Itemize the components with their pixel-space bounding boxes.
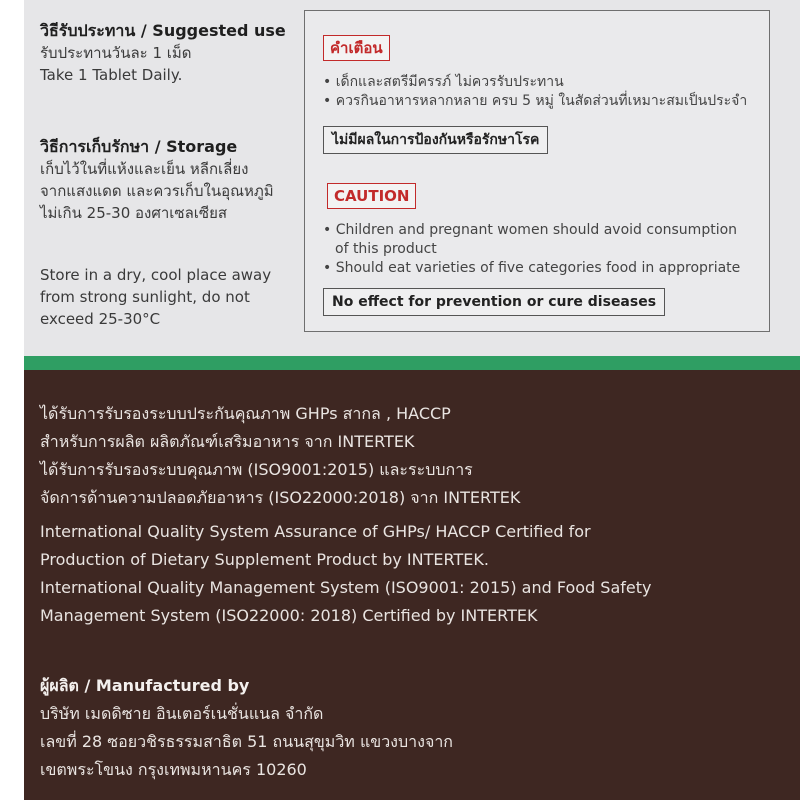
caution-bullet-continuation: of this product bbox=[335, 241, 437, 257]
storage-th-line: จากแสงแดด และควรเก็บในอุณหภูมิ bbox=[40, 182, 274, 200]
warning-th-bullet: • เด็กและสตรีมีครรภ์ ไม่ควรรับประทาน bbox=[323, 74, 564, 90]
certification-th-line: สำหรับการผลิต ผลิตภัณฑ์เสริมอาหาร จาก INTERTEK bbox=[40, 432, 415, 451]
suggested-use-section bbox=[40, 20, 286, 86]
storage-en-line: exceed 25-30°C bbox=[40, 310, 161, 328]
caution-label: CAUTION bbox=[327, 183, 416, 209]
storage-en-line: from strong sunlight, do not bbox=[40, 288, 250, 306]
manufacturer-heading: ผู้ผลิต / Manufactured by bbox=[40, 676, 250, 695]
manufacturer-line: บริษัท เมดดิซาย อินเตอร์เนชั่นแนล จำกัด bbox=[40, 704, 324, 723]
certification-en-line: Management System (ISO22000: 2018) Certified by INTERTEK bbox=[40, 606, 538, 625]
certification-th-line: ได้รับการรับรองระบบคุณภาพ (ISO9001:2015) และระบบการ bbox=[40, 460, 473, 479]
warning-th-bullets bbox=[323, 73, 763, 111]
warning-th-note: ไม่มีผลในการป้องกันหรือรักษาโรค bbox=[323, 126, 548, 154]
storage-en-section bbox=[40, 264, 300, 330]
warning-box bbox=[304, 10, 770, 332]
warning-th-bullet: • ควรกินอาหารหลากหลาย ครบ 5 หมู่ ในสัดส่วนที่เหมาะสมเป็นประจำ bbox=[323, 93, 748, 109]
storage-heading: วิธีการเก็บรักษา / Storage bbox=[40, 137, 238, 156]
manufacturer-line: เลขที่ 28 ซอยวชิรธรรมสาธิต 51 ถนนสุขุมวิท แขวงบางจาก bbox=[40, 732, 453, 751]
storage-th-line: เก็บไว้ในที่แห้งและเย็น หลีกเลี่ยง bbox=[40, 160, 249, 178]
certification-th-line: จัดการด้านความปลอดภัยอาหาร (ISO22000:2018) จาก INTERTEK bbox=[40, 488, 521, 507]
certification-en bbox=[40, 518, 780, 630]
certification-en-line: Production of Dietary Supplement Product by INTERTEK. bbox=[40, 550, 489, 569]
suggested-use-line: Take 1 Tablet Daily. bbox=[40, 66, 183, 84]
certification-en-line: International Quality System Assurance of GHPs/ HACCP Certified for bbox=[40, 522, 591, 541]
suggested-use-line: รับประทานวันละ 1 เม็ด bbox=[40, 44, 192, 62]
storage-en-line: Store in a dry, cool place away bbox=[40, 266, 272, 284]
manufacturer-line: เขตพระโขนง กรุงเทพมหานคร 10260 bbox=[40, 760, 307, 779]
storage-th-line: ไม่เกิน 25-30 องศาเซลเซียส bbox=[40, 204, 228, 222]
manufacturer-section bbox=[40, 672, 780, 784]
caution-bullet: • Children and pregnant women should avoid consumption bbox=[323, 222, 738, 238]
certification-th-line: ได้รับการรับรองระบบประกันคุณภาพ GHPs สากล , HACCP bbox=[40, 404, 451, 423]
suggested-use-heading: วิธีรับประทาน / Suggested use bbox=[40, 21, 286, 40]
caution-bullets bbox=[323, 221, 763, 278]
warning-th-label: คำเตือน bbox=[323, 35, 390, 61]
green-divider-band bbox=[24, 356, 800, 370]
caution-bullet: • Should eat varieties of five categories food in appropriate bbox=[323, 260, 741, 276]
certification-en-line: International Quality Management System (ISO9001: 2015) and Food Safety bbox=[40, 578, 652, 597]
storage-section bbox=[40, 136, 300, 224]
caution-note: No effect for prevention or cure diseases bbox=[323, 288, 665, 316]
certification-th bbox=[40, 400, 780, 512]
